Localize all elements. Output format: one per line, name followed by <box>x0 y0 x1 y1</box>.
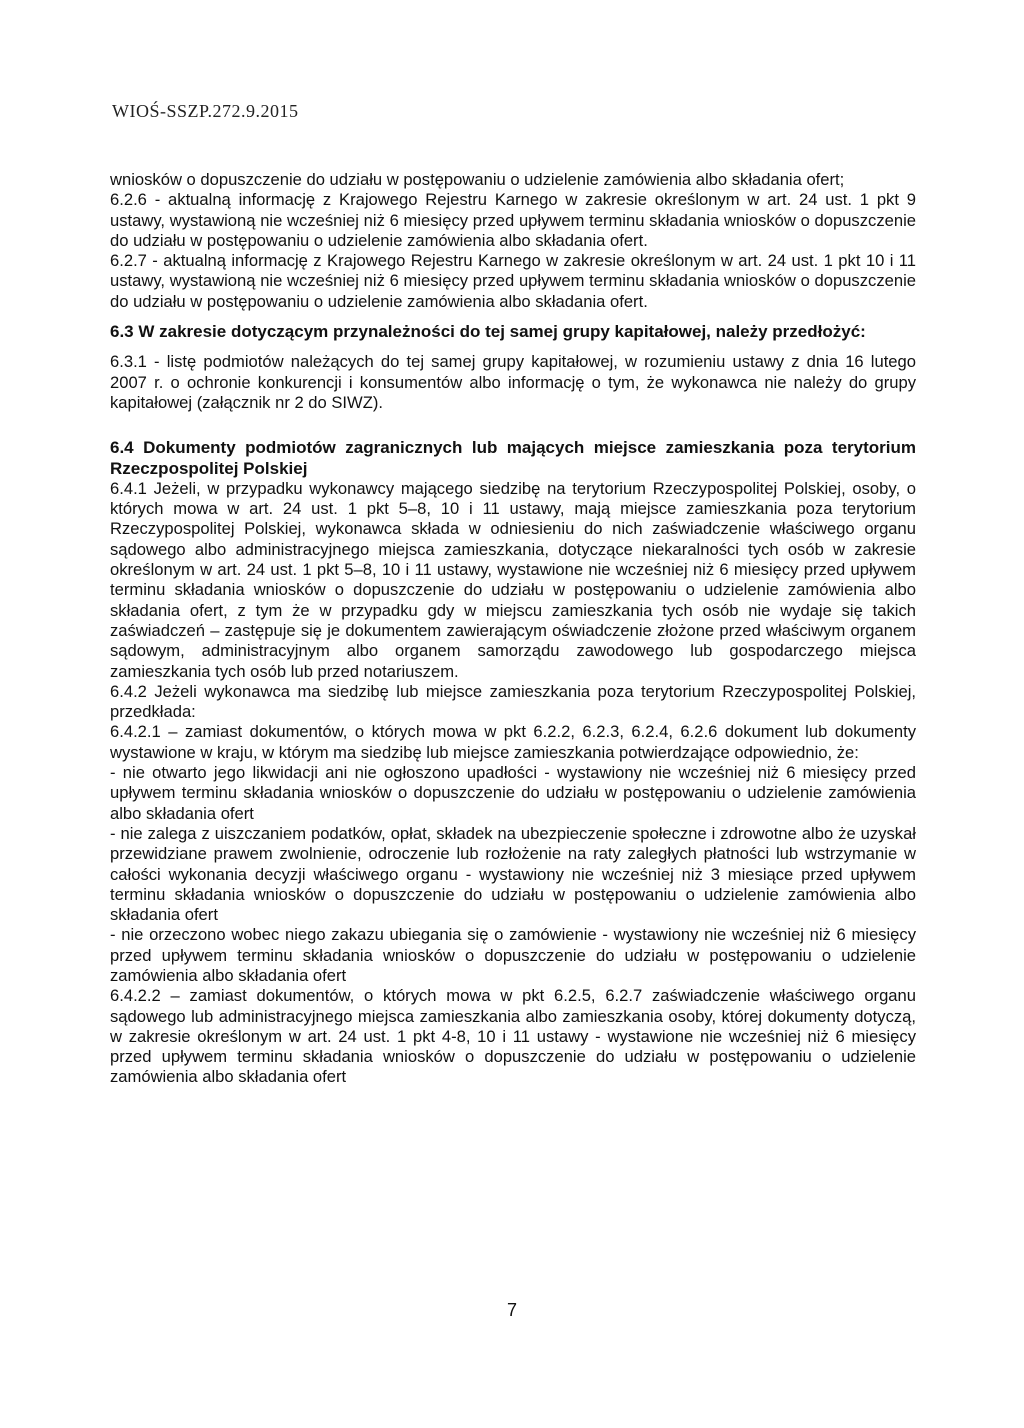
paragraph-6-4-2: 6.4.2 Jeżeli wykonawca ma siedzibę lub miejsce zamieszkania poza terytorium Rzeczypospolitej Polskiej, przedkłada: <box>110 681 916 722</box>
paragraph-6-4-2-1: 6.4.2.1 – zamiast dokumentów, o których mowa w pkt 6.2.2, 6.2.3, 6.2.4, 6.2.6 dokument lub dokumenty wystawione w kraju, w którym ma siedzibę lub miejsce zamieszkania potwierdzające odpowiednio, że: <box>110 722 916 762</box>
document-reference: WIOŚ-SSZP.272.9.2015 <box>112 101 299 121</box>
page-number: 7 <box>506 1300 517 1320</box>
paragraph-6-2-7: 6.2.7 - aktualną informację z Krajowego Rejestru Karnego w zakresie określonym w art. 24 ust. 1 pkt 10 i 11 ustawy, wystawioną nie wcześniej niż 6 miesięcy przed upływem terminu składania wniosków o dopuszczenie do udziału w postępowaniu o udzielenie zamówienia albo składania ofert. <box>110 251 916 311</box>
heading-6-4: 6.4 Dokumenty podmiotów zagranicznych lub mających miejsce zamieszkania poza terytorium Rzeczpospolitej Polskiej <box>110 438 916 478</box>
paragraph-continuation: wniosków o dopuszczenie do udziału w postępowaniu o udzielenie zamówienia albo składania ofert; <box>110 170 845 189</box>
bullet-taxes: - nie zalega z uiszczaniem podatków, opłat, składek na ubezpieczenie społeczne i zdrowotne albo że uzyskał przewidziane prawem zwolnienie, odroczenie lub rozłożenie na raty zaległych płatności lub wstrzymanie w całości wykonania decyzji właściwego organu - wystawiony nie wcześniej niż 3 miesiące przed upływem terminu składania wniosków o dopuszczenie do udziału w postępowaniu o udzielenie zamówienia albo składania ofert <box>110 823 916 925</box>
bullet-ban: - nie orzeczono wobec niego zakazu ubiegania się o zamówienie - wystawiony nie wcześniej niż 6 miesięcy przed upływem terminu składania wniosków o dopuszczenie do udziału w postępowaniu o udzielenie zamówienia albo składania ofert <box>110 925 916 985</box>
heading-6-3: 6.3 W zakresie dotyczącym przynależności do tej samej grupy kapitałowej, należy przedłożyć: <box>110 322 866 342</box>
document-body <box>110 170 916 1088</box>
paragraph-6-3-1: 6.3.1 - listę podmiotów należących do tej samej grupy kapitałowej, w rozumieniu ustawy z dnia 16 lutego 2007 r. o ochronie konkurencji i konsumentów albo informację o tym, że wykonawca nie należy do grupy kapitałowej (załącznik nr 2 do SIWZ). <box>110 352 916 412</box>
paragraph-6-4-1: 6.4.1 Jeżeli, w przypadku wykonawcy mającego siedzibę na terytorium Rzeczypospolitej Polskiej, osoby, o których mowa w art. 24 ust. 1 pkt 5–8, 10 i 11 ustawy, mają miejsce zamieszkania poza terytorium Rzeczypospolitej Polskiej, wykonawca składa w odniesieniu do nich zaświadczenie właściwego organu sądowego albo administracyjnego miejsca zamieszkania, dotyczące niekaralności tych osób w zakresie określonym w art. 24 ust. 1 pkt 5–8, 10 i 11 ustawy, wystawione nie wcześniej niż 6 miesięcy przed upływem terminu składania wniosków o dopuszczenie do udziału w postępowaniu o udzielenie zamówienia albo składania ofert, z tym że w przypadku gdy w miejscu zamieszkania tych osób nie wydaje się takich zaświadczeń – zastępuje się je dokumentem zawierającym oświadczenie złożone przed właściwym organem sądowym, administracyjnym albo organem samorządu zawodowego lub gospodarczego miejsca zamieszkania tych osób lub przed notariuszem. <box>110 478 916 681</box>
paragraph-6-4-2-2: 6.4.2.2 – zamiast dokumentów, o których mowa w pkt 6.2.5, 6.2.7 zaświadczenie właściwego organu sądowego lub administracyjnego miejsca zamieszkania albo zamieszkania osoby, której dokumenty dotyczą, w zakresie określonym w art. 24 ust. 1 pkt 4-8, 10 i 11 ustawy - wystawione nie wcześniej niż 6 miesięcy przed upływem terminu składania wniosków o dopuszczenie do udziału w postępowaniu o udzielenie zamówienia albo składania ofert <box>110 986 916 1087</box>
paragraph-6-2-6: 6.2.6 - aktualną informację z Krajowego Rejestru Karnego w zakresie określonym w art. 24 ust. 1 pkt 9 ustawy, wystawioną nie wcześniej niż 6 miesięcy przed upływem terminu składania wniosków o dopuszczenie do udziału w postępowaniu o udzielenie zamówienia albo składania ofert. <box>110 190 916 250</box>
bullet-liquidation: - nie otwarto jego likwidacji ani nie ogłoszono upadłości - wystawiony nie wcześniej niż 6 miesięcy przed upływem terminu składania wniosków o dopuszczenie do udziału w postępowaniu o udzielenie zamówienia albo składania ofert <box>110 763 916 823</box>
